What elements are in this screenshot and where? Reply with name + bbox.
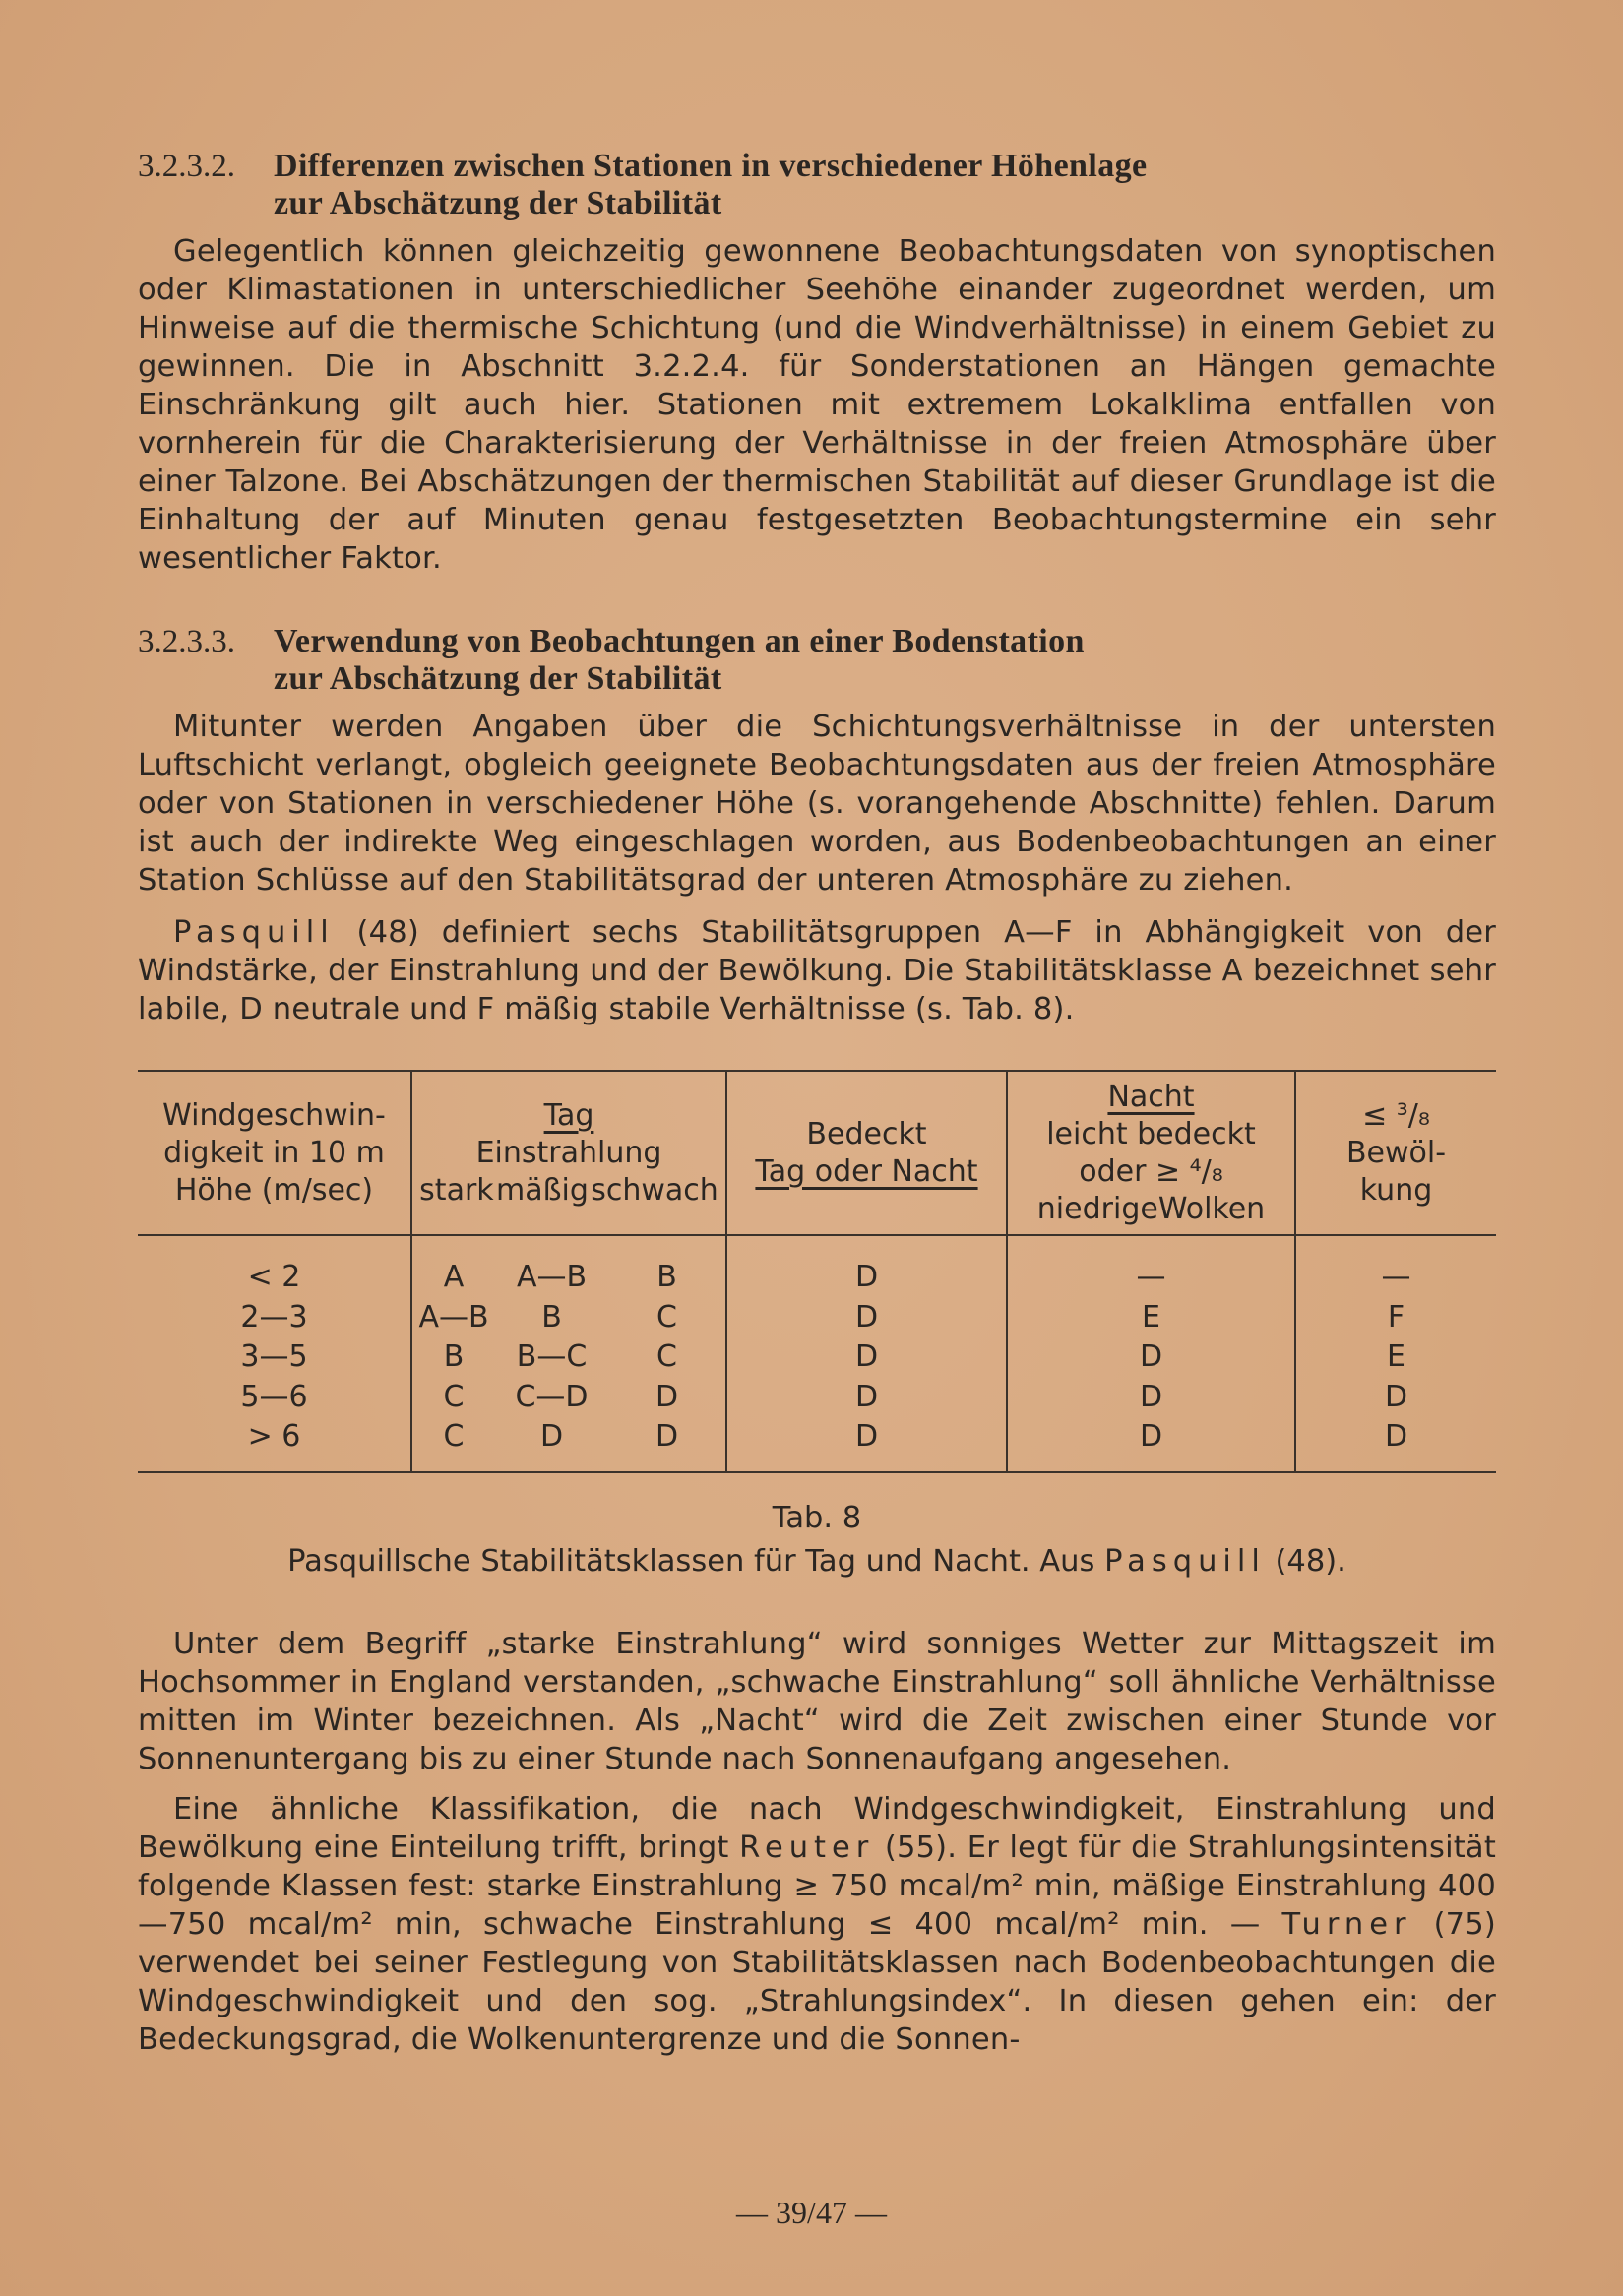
header-bedeckt: Bedeckt Tag oder Nacht	[726, 1071, 1007, 1235]
document-page	[138, 148, 1496, 2059]
section-title-line-1: Verwendung von Beobachtungen an einer Bodenstation	[274, 623, 1085, 659]
table-cell: D	[726, 1235, 1007, 1298]
header-nacht: Nacht leicht bedeckt oder ≥ ⁴/₈ niedrigeWolken	[1007, 1071, 1295, 1235]
paragraph-pasquill	[138, 913, 1496, 1028]
stability-table	[138, 1070, 1496, 1473]
table-cell: C	[656, 1339, 677, 1374]
table-cell: B	[541, 1299, 562, 1334]
table-cell: B	[656, 1260, 677, 1294]
table-cell: —	[1007, 1235, 1295, 1298]
section-title-line-2: zur Abschätzung der Stabilität	[274, 185, 722, 221]
table-row	[138, 1378, 1496, 1418]
table-cell: D	[608, 1417, 726, 1472]
table-cell: F	[1295, 1298, 1496, 1338]
table-cell: —	[1295, 1235, 1496, 1298]
page-number: — 39/47 —	[736, 2195, 887, 2230]
caption-label: Tab. 8	[772, 1500, 862, 1535]
table-cell: B—C	[516, 1339, 588, 1374]
table-cell: B	[411, 1337, 495, 1378]
table-cell: 3—5	[240, 1339, 308, 1374]
table-cell: < 2	[247, 1260, 301, 1294]
paragraph-bodenbeobachtung: Mitunter werden Angaben über die Schichtungsverhältnisse in der untersten Luftschicht verlangt, obgleich geeignete Beobachtungsdaten aus der freien Atmosphäre oder von Stationen in verschiedener Höhe (s. vorangehende Abschnitte) fehlen. Darum ist auch der indirekte Weg eingeschlagen worden, aus Bodenbeobachtungen an einer Station Schlüsse auf den Stabilitätsgrad der unteren Atmosphäre zu ziehen.	[138, 710, 1496, 898]
header-wind: Windgeschwin- digkeit in 10 m Höhe (m/sec)	[138, 1071, 411, 1235]
table-cell: D	[726, 1337, 1007, 1378]
section-heading-3-2-3-3	[138, 623, 1496, 698]
table-cell: D	[1295, 1378, 1496, 1418]
table-cell: C	[411, 1417, 495, 1472]
table-cell: 5—6	[240, 1379, 308, 1414]
table-cell: D	[495, 1417, 608, 1472]
table-cell: > 6	[138, 1417, 411, 1472]
table-caption	[138, 1497, 1496, 1583]
section-title-line-2: zur Abschätzung der Stabilität	[274, 660, 722, 697]
table-cell: A—B	[411, 1298, 495, 1338]
header-tag: Tag Einstrahlung stark mäßig schwach	[411, 1071, 726, 1235]
author-name: Pasquill	[173, 915, 335, 950]
author-name: Reuter	[739, 1830, 875, 1865]
table-row	[138, 1417, 1496, 1472]
table-row	[138, 1235, 1496, 1298]
table-cell: C—D	[515, 1379, 589, 1414]
table-cell: 2—3	[240, 1299, 308, 1334]
table-cell: D	[1007, 1417, 1295, 1472]
author-name: Turner	[1281, 1906, 1412, 1942]
paragraph-text: (48) definiert sechs Stabilitätsgruppen A—F in Abhängigkeit von der Windstärke, der Einstrahlung und der Bewölkung. Die Stabilitätsklasse A bezeichnet sehr labile, D neutrale und F mäßig stabile Verhältnisse (s. Tab. 8).	[138, 915, 1496, 1026]
table-row	[138, 1298, 1496, 1338]
paragraph-einstrahlung: Unter dem Begriff „starke Einstrahlung“ wird sonniges Wetter zur Mittagszeit im Hochsommer in England verstanden, „schwache Einstrahlung“ soll ähnliche Verhältnisse mitten im Winter bezeichnen. Als „Nacht“ wird die Zeit zwischen einer Stunde vor Sonnenuntergang bis zu einer Stunde nach Sonnenaufgang angesehen.	[138, 1626, 1496, 1776]
table-row	[138, 1337, 1496, 1378]
header-bewoelkung: ≤ ³/₈ Bewöl- kung	[1295, 1071, 1496, 1235]
section-number: 3.2.3.3.	[138, 624, 235, 659]
table-cell: D	[655, 1379, 679, 1414]
section-heading-3-2-3-2	[138, 148, 1496, 222]
table-cell: D	[726, 1417, 1007, 1472]
table-cell: D	[726, 1378, 1007, 1418]
caption-ref: (48).	[1275, 1543, 1346, 1579]
caption-text: Pasquillsche Stabilitätsklassen für Tag und Nacht. Aus	[287, 1543, 1095, 1579]
table-body	[138, 1235, 1496, 1472]
table-cell: D	[1007, 1378, 1295, 1418]
table-cell: A	[411, 1235, 495, 1298]
table-cell: D	[1295, 1417, 1496, 1472]
table-cell: C	[411, 1378, 495, 1418]
table-cell: A—B	[516, 1260, 588, 1294]
section-number: 3.2.3.2.	[138, 149, 235, 184]
table-cell: D	[726, 1298, 1007, 1338]
table-cell: E	[1007, 1298, 1295, 1338]
paragraph-schichtung: Gelegentlich können gleichzeitig gewonnene Beobachtungsdaten von synoptischen oder Klimastationen in unterschiedlicher Seehöhe einander zugeordnet werden, um Hinweise auf die thermische Schichtung (und die Windverhältnisse) in einem Gebiet zu gewinnen. Die in Abschnitt 3.2.2.4. für Sonderstationen an Hängen gemachte Einschränkung gilt auch hier. Stationen mit extremem Lokalklima entfallen von vornherein für die Charakterisierung der Verhältnisse in der freien Atmosphäre über einer Talzone. Bei Abschätzungen der thermischen Stabilität auf dieser Grundlage ist die Einhaltung der auf Minuten genau festgesetzten Beobachtungstermine ein sehr wesentlicher Faktor.	[138, 234, 1496, 576]
section-title-line-1: Differenzen zwischen Stationen in verschiedener Höhenlage	[274, 148, 1148, 184]
table-cell: E	[1295, 1337, 1496, 1378]
table-cell: C	[656, 1299, 677, 1334]
paragraph-klassifikation: Eine ähnliche Klassifikation, die nach Windgeschwindigkeit, Einstrahlung und Bewölkung eine Einteilung trifft, bringt Reuter (55). Er legt für die Strahlungsintensität folgende Klassen fest: starke Einstrahlung ≥ 750 mcal/m² min, mäßige Einstrahlung 400—750 mcal/m² min, schwache Einstrahlung ≤ 400 mcal/m² min. — Turner (75) verwendet bei seiner Festlegung von Stabilitätsklassen nach Bodenbeobachtungen die Windgeschwindigkeit und den sog. „Strahlungsindex“. In diesen gehen ein: der Bedeckungsgrad, die Wolkenuntergrenze und die Sonnen-	[138, 1791, 1496, 2057]
caption-author: Pasquill	[1104, 1543, 1266, 1579]
table-cell: D	[1007, 1337, 1295, 1378]
